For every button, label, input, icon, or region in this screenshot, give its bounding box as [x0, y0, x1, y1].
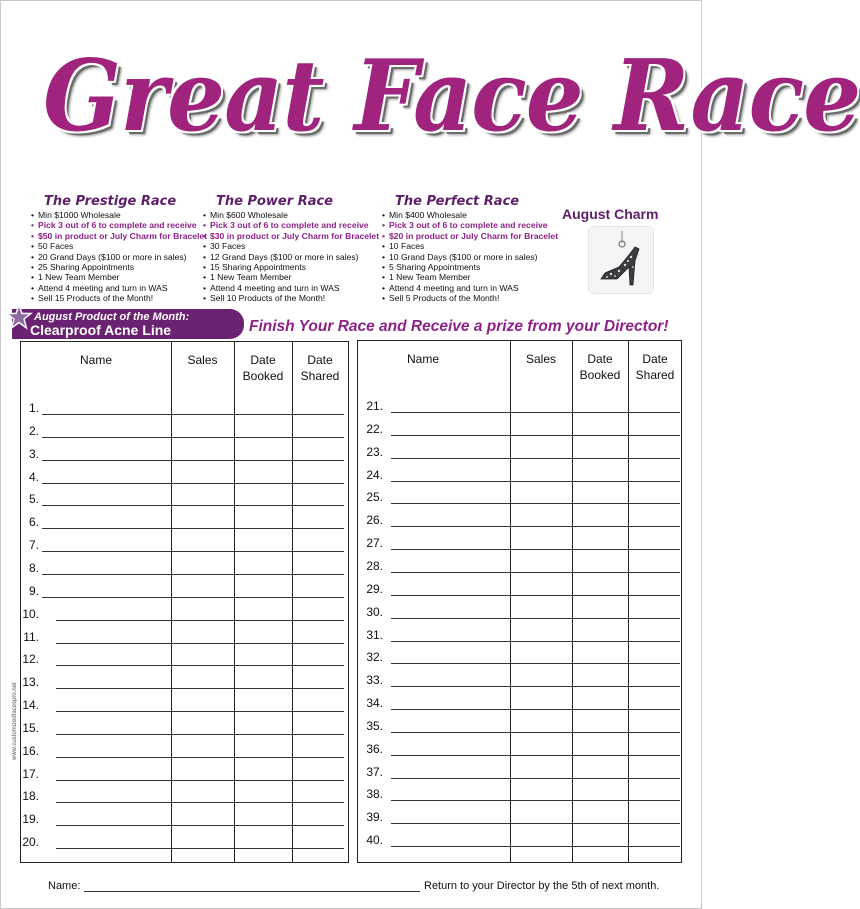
entry-line[interactable]	[42, 528, 344, 529]
entry-line[interactable]	[42, 574, 344, 575]
entry-line[interactable]	[391, 618, 680, 619]
race-requirement: • 12 Grand Days ($100 or more in sales)	[202, 252, 379, 262]
header-date-booked-line1: Date	[587, 352, 613, 366]
row-number: 5.	[28, 492, 39, 507]
header-date-shared-line1: Date	[307, 353, 333, 367]
entry-line[interactable]	[56, 780, 344, 781]
row-number: 9.	[28, 583, 39, 598]
race-prestige	[30, 194, 207, 304]
row-number: 39.	[366, 810, 383, 825]
page-title: Great Face Race	[43, 39, 860, 154]
race-requirement: • 25 Sharing Appointments	[30, 262, 207, 272]
entry-line[interactable]	[42, 437, 344, 438]
row-number: 2.	[28, 423, 39, 438]
entry-line[interactable]	[56, 643, 344, 644]
entry-line[interactable]	[391, 663, 680, 664]
race-requirement: • Sell 15 Products of the Month!	[30, 293, 207, 303]
race-title: The Power Race	[216, 194, 333, 209]
tracking-table-right	[357, 340, 682, 863]
row-number: 35.	[366, 718, 383, 733]
entry-line[interactable]	[56, 848, 344, 849]
entry-line[interactable]	[391, 412, 680, 413]
row-number: 26.	[366, 513, 383, 528]
entry-line[interactable]	[56, 734, 344, 735]
header-date-shared-line1: Date	[642, 352, 668, 366]
race-power	[202, 194, 379, 304]
row-number: 3.	[28, 446, 39, 461]
row-number: 6.	[28, 515, 39, 530]
header-date-shared-line2: Shared	[635, 368, 675, 382]
header-date-shared	[292, 352, 348, 384]
race-requirement: • Attend 4 meeting and turn in WAS	[30, 283, 207, 293]
row-number: 40.	[366, 833, 383, 848]
race-requirement: • 20 Grand Days ($100 or more in sales)	[30, 252, 207, 262]
product-name: Clearproof Acne Line	[30, 322, 172, 338]
row-number: 37.	[366, 764, 383, 779]
race-requirement: • 1 New Team Member	[381, 272, 558, 282]
header-date-booked-line2: Booked	[579, 368, 621, 382]
race-requirement: • Sell 10 Products of the Month!	[202, 293, 379, 303]
header-date-shared	[628, 351, 682, 383]
star-icon	[6, 304, 32, 330]
row-number: 20.	[22, 835, 39, 850]
header-sales: Sales	[187, 353, 218, 367]
race-requirement: • 15 Sharing Appointments	[202, 262, 379, 272]
header-date-shared-line2: Shared	[300, 369, 340, 383]
entry-line[interactable]	[391, 503, 680, 504]
entry-line[interactable]	[391, 709, 680, 710]
header-sales: Sales	[525, 352, 557, 366]
race-requirement: • 30 Faces	[202, 241, 379, 251]
entry-line[interactable]	[391, 458, 680, 459]
row-number: 11.	[23, 629, 39, 644]
race-requirement: • $50 in product or July Charm for Bracelet	[30, 231, 207, 241]
column-divider	[510, 341, 511, 862]
row-number: 27.	[366, 536, 383, 551]
row-number: 33.	[366, 673, 383, 688]
footer-return-note: Return to your Director by the 5th of next month.	[424, 880, 660, 892]
row-number: 7.	[28, 538, 39, 553]
row-number: 12.	[22, 652, 39, 667]
entry-line[interactable]	[42, 551, 344, 552]
side-url: www.customizedfacespro.net	[12, 682, 18, 760]
race-requirement: • Attend 4 meeting and turn in WAS	[381, 283, 558, 293]
row-number: 1.	[28, 401, 39, 415]
race-title: The Perfect Race	[395, 194, 520, 209]
race-requirement: • 50 Faces	[30, 241, 207, 251]
entry-line[interactable]	[56, 825, 344, 826]
entry-line[interactable]	[56, 757, 344, 758]
product-label: August Product of the Month:	[34, 311, 190, 323]
row-number: 10.	[22, 606, 39, 621]
tracking-table-left	[20, 341, 349, 863]
row-number: 22.	[366, 421, 383, 436]
race-requirement: • 10 Grand Days ($100 or more in sales)	[381, 252, 558, 262]
race-title: The Prestige Race	[44, 194, 177, 209]
entry-line[interactable]	[391, 778, 680, 779]
entry-line[interactable]	[391, 641, 680, 642]
race-requirements	[381, 210, 558, 304]
column-divider	[628, 341, 629, 862]
entry-line[interactable]	[56, 802, 344, 803]
race-requirement: • $20 in product or July Charm for Bracelet	[381, 231, 558, 241]
row-number: 29.	[366, 581, 383, 596]
race-requirement: • Pick 3 out of 6 to complete and receive	[30, 220, 207, 230]
entry-line[interactable]	[391, 823, 680, 824]
race-requirements	[30, 210, 207, 304]
charm-title: August Charm	[562, 206, 659, 222]
row-number: 32.	[366, 650, 383, 665]
row-number: 15.	[22, 720, 39, 735]
entry-line[interactable]	[391, 572, 680, 573]
finish-race-message: Finish Your Race and Receive a prize from your Director!	[249, 318, 669, 335]
row-number: 4.	[28, 469, 39, 484]
entry-line[interactable]	[391, 800, 680, 801]
race-requirement: • Min $1000 Wholesale	[30, 210, 207, 220]
entry-line[interactable]	[391, 732, 680, 733]
row-number: 18.	[22, 789, 39, 804]
row-number: 38.	[366, 787, 383, 802]
race-requirements	[202, 210, 379, 304]
row-number: 28.	[366, 558, 383, 573]
entry-line[interactable]	[391, 686, 680, 687]
product-of-month-banner	[12, 309, 244, 339]
race-requirement: • 10 Faces	[381, 241, 558, 251]
column-divider	[234, 342, 235, 862]
entry-line[interactable]	[391, 755, 680, 756]
race-requirement: • Min $600 Wholesale	[202, 210, 379, 220]
header-name: Name	[79, 353, 112, 367]
row-number: 17.	[22, 766, 39, 781]
row-number: 30.	[366, 604, 383, 619]
row-number: 19.	[22, 812, 39, 827]
entry-line[interactable]	[391, 846, 680, 847]
race-requirement: • 1 New Team Member	[30, 272, 207, 282]
column-divider	[572, 341, 573, 862]
row-number: 21.	[366, 399, 383, 413]
header-name: Name	[406, 352, 439, 366]
column-divider	[171, 342, 172, 862]
entry-line[interactable]	[391, 481, 680, 482]
footer-name-line[interactable]	[84, 891, 420, 892]
race-requirement: • 1 New Team Member	[202, 272, 379, 282]
race-requirement: • Pick 3 out of 6 to complete and receive	[202, 220, 379, 230]
entry-line[interactable]	[391, 595, 680, 596]
entry-line[interactable]	[56, 688, 344, 689]
entry-line[interactable]	[56, 665, 344, 666]
entry-line[interactable]	[391, 549, 680, 550]
entry-line[interactable]	[42, 460, 344, 461]
column-divider	[292, 342, 293, 862]
header-date-booked	[234, 352, 292, 384]
row-number: 8.	[28, 560, 39, 575]
entry-line[interactable]	[42, 483, 344, 484]
row-number: 14.	[22, 698, 39, 713]
race-requirement: • Sell 5 Products of the Month!	[381, 293, 558, 303]
race-requirement: • $30 in product or July Charm for Bracelet	[202, 231, 379, 241]
row-number: 36.	[366, 741, 383, 756]
row-number: 31.	[366, 627, 383, 642]
row-number: 24.	[366, 467, 383, 482]
header-date-booked-line1: Date	[250, 353, 276, 367]
row-number: 13.	[22, 675, 39, 690]
race-requirement: • Pick 3 out of 6 to complete and receive	[381, 220, 558, 230]
race-perfect	[381, 194, 558, 304]
high-heel-charm-image	[588, 226, 654, 294]
entry-line[interactable]	[56, 711, 344, 712]
entry-line[interactable]	[391, 526, 680, 527]
race-requirement: • Attend 4 meeting and turn in WAS	[202, 283, 379, 293]
entry-line[interactable]	[391, 435, 680, 436]
header-date-booked-line2: Booked	[242, 369, 284, 383]
row-number: 25.	[366, 490, 383, 505]
row-number: 23.	[366, 444, 383, 459]
race-requirement: • 5 Sharing Appointments	[381, 262, 558, 272]
row-number: 34.	[366, 696, 383, 711]
entry-line[interactable]	[42, 505, 344, 506]
entry-line[interactable]	[42, 597, 344, 598]
row-number: 16.	[22, 743, 39, 758]
race-requirement: • Min $400 Wholesale	[381, 210, 558, 220]
footer-name-label: Name:	[48, 880, 81, 892]
entry-line[interactable]	[56, 620, 344, 621]
entry-line[interactable]	[42, 414, 344, 415]
header-date-booked	[572, 351, 628, 383]
